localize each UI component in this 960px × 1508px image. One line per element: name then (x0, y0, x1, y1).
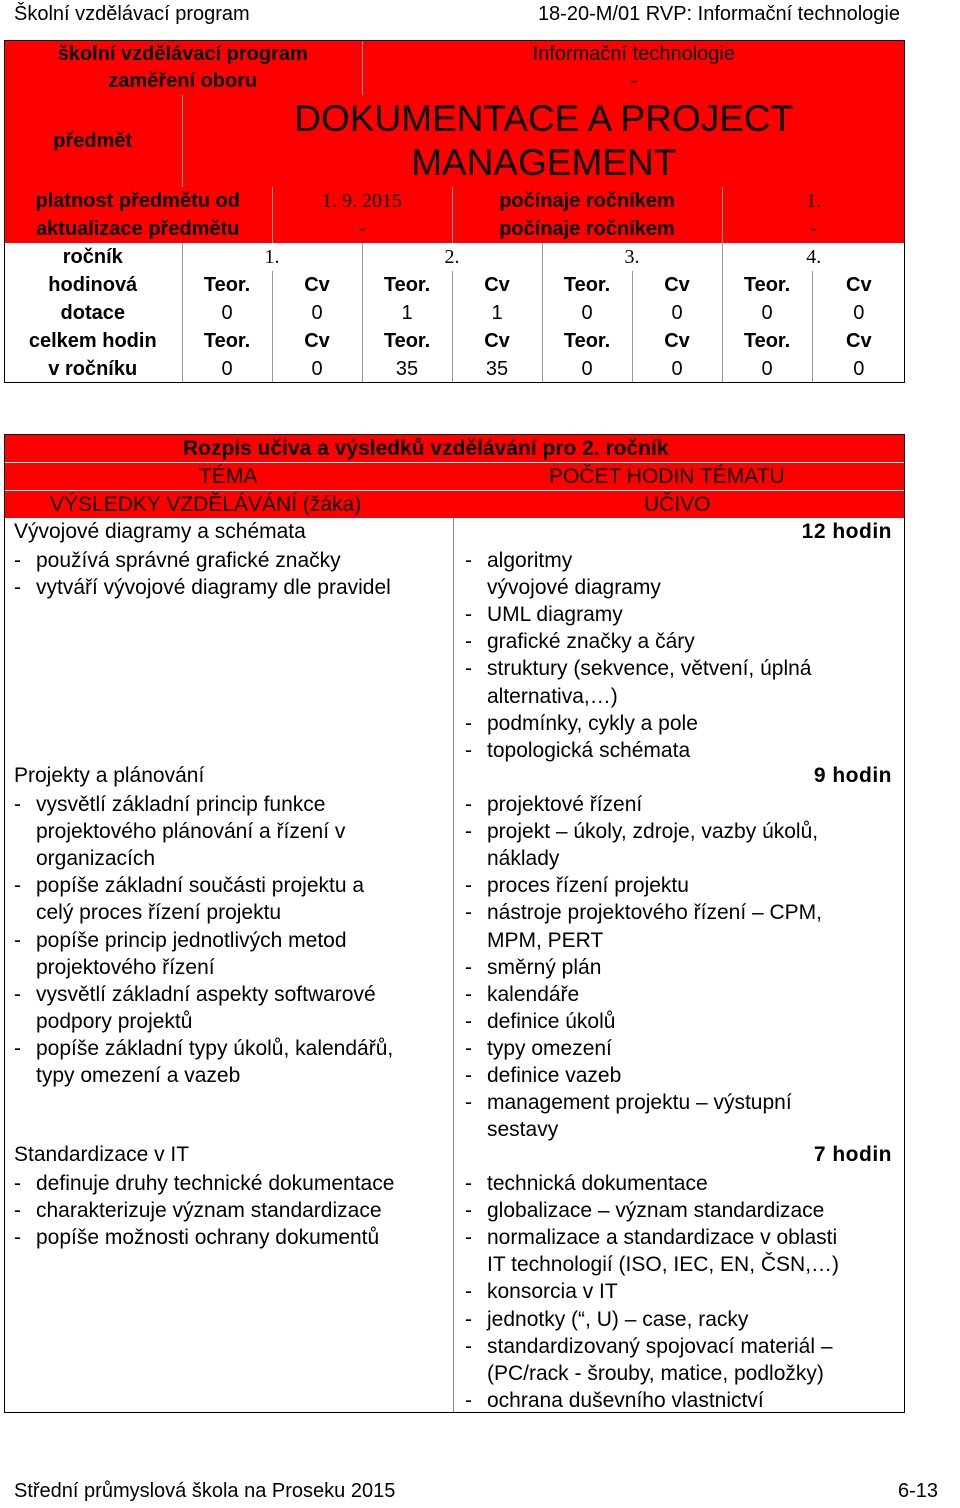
bullet-dash: - (465, 955, 472, 979)
bullet-dash: - (465, 1172, 472, 1195)
result-text: popíše možnosti ochrany dokumentů (36, 1226, 380, 1250)
weekly-value: 1 (452, 299, 542, 327)
result-text: popíše základní typy úkolů, kalendářů, (36, 1036, 394, 1060)
content-text: grafické značky a čáry (487, 630, 695, 654)
plan-title: Rozpis učiva a výsledků vzdělávání pro 2. ročník (183, 437, 669, 460)
bullet-dash: - (465, 1199, 472, 1223)
col-head: Cv (812, 271, 905, 299)
col-head: Teor. (182, 327, 272, 355)
valid-value: 1. 9. 2015 (272, 187, 452, 215)
total-value: 35 (362, 355, 452, 383)
content-text: topologická schémata (487, 738, 691, 762)
bullet-dash: - (465, 657, 472, 681)
hours-head: POČET HODIN TÉMATU (549, 465, 785, 488)
footer-left: Střední průmyslová škola na Proseku 2015 (14, 1480, 396, 1502)
section-title: Standardizace v IT (14, 1143, 190, 1166)
col-head: Cv (452, 327, 542, 355)
bullet-dash: - (14, 874, 21, 898)
content-text: podmínky, cykly a pole (487, 711, 698, 735)
bullet-dash: - (465, 1226, 472, 1250)
bullet-dash: - (14, 1036, 21, 1060)
content-text: vývojové diagramy (487, 576, 661, 600)
bullet-dash: - (465, 630, 472, 654)
bullet-dash: - (465, 874, 472, 898)
plan-subhead-bar (4, 491, 905, 518)
bullet-dash: - (465, 603, 472, 627)
bullet-dash: - (14, 1226, 21, 1250)
col-head: Teor. (542, 327, 632, 355)
result-text: popíše základní součásti projektu a (36, 874, 365, 898)
content-text: proces řízení projektu (487, 874, 689, 898)
result-text: používá správné grafické značky (36, 549, 341, 572)
result-text: vytváří vývojové diagramy dle pravidel (36, 576, 391, 600)
col-head: Teor. (362, 271, 452, 299)
bullet-dash: - (465, 1064, 472, 1087)
content-text: jednotky (“, U) – case, racky (487, 1307, 749, 1331)
col-head: Teor. (722, 271, 812, 299)
content-text: globalizace – význam standardizace (487, 1199, 825, 1223)
total-value: 0 (722, 355, 812, 383)
total-value: 0 (632, 355, 722, 383)
content-text: sestavy (487, 1118, 559, 1142)
total-value: 35 (452, 355, 542, 383)
bullet-dash: - (14, 576, 21, 600)
content-text: nástroje projektového řízení – CPM, (487, 901, 822, 925)
update-label: aktualizace předmětu (4, 215, 272, 243)
content-text: projektové řízení (487, 793, 643, 816)
subject-value: DOKUMENTACE A PROJECT MANAGEMENT (182, 95, 905, 187)
year-1: 1. (182, 243, 362, 271)
weekly-value: 0 (542, 299, 632, 327)
bullet-dash: - (14, 793, 21, 816)
content-text: kalendáře (487, 982, 580, 1006)
content-text: ochrana duševního vlastnictví (487, 1388, 764, 1412)
col-head: Cv (272, 271, 362, 299)
total-value: 0 (182, 355, 272, 383)
section-title: Projekty a plánování (14, 764, 205, 787)
col-head: Teor. (542, 271, 632, 299)
year-label: ročník (62, 245, 123, 268)
total-label: celkem hodin (28, 329, 157, 352)
result-text: projektového plánování a řízení v (36, 820, 346, 844)
section-hours: 9 hodin (813, 764, 892, 787)
weekly-value: 0 (812, 299, 905, 327)
subject-info-table (4, 40, 905, 383)
topic-head: TÉMA (199, 465, 258, 488)
col-head: Cv (632, 327, 722, 355)
header-right: 18-20-M/01 RVP: Informační technologie (537, 3, 900, 25)
content-text: konsorcia v IT (487, 1280, 618, 1304)
plan-head-bar (4, 463, 905, 490)
hours-label-2: dotace (60, 301, 125, 324)
bullet-dash: - (465, 1388, 472, 1412)
col-head: Teor. (362, 327, 452, 355)
column-divider (453, 518, 454, 1412)
result-text: projektového řízení (36, 955, 215, 979)
program-value: Informační technologie (362, 40, 905, 68)
content-text: IT technologií (ISO, IEC, EN, ČSN,…) (487, 1253, 840, 1277)
valid-label: platnost předmětu od (4, 187, 272, 215)
content-head: UČIVO (644, 493, 711, 516)
section-title: Vývojové diagramy a schémata (14, 520, 306, 543)
weekly-value: 1 (362, 299, 452, 327)
total-value: 0 (272, 355, 362, 383)
section-hours: 7 hodin (813, 1143, 892, 1166)
content-text: definice úkolů (487, 1009, 616, 1033)
result-text: podpory projektů (36, 1009, 193, 1033)
update-year-value: - (722, 215, 905, 243)
bullet-dash: - (14, 928, 21, 952)
col-head: Cv (272, 327, 362, 355)
update-value: - (272, 215, 452, 243)
content-text: technická dokumentace (487, 1172, 708, 1195)
content-text: náklady (487, 847, 560, 871)
bullet-dash: - (465, 1280, 472, 1304)
col-head: Cv (632, 271, 722, 299)
total-value: 0 (542, 355, 632, 383)
page-header (14, 3, 900, 26)
content-text: definice vazeb (487, 1064, 622, 1087)
program-label: školní vzdělávací program (4, 40, 362, 68)
bullet-dash: - (14, 1172, 21, 1195)
update-year-label: počínaje ročníkem (452, 215, 722, 243)
total-label-2: v ročníku (48, 357, 138, 380)
content-text: algoritmy (487, 549, 573, 572)
result-text: vysvětlí základní aspekty softwarové (36, 982, 376, 1006)
bullet-dash: - (14, 982, 21, 1006)
bullet-dash: - (465, 982, 472, 1006)
from-year-label: počínaje ročníkem (452, 187, 722, 215)
bullet-dash: - (465, 1036, 472, 1060)
col-head: Teor. (722, 327, 812, 355)
bullet-dash: - (465, 738, 472, 762)
bullet-dash: - (465, 711, 472, 735)
bullet-dash: - (14, 1199, 21, 1223)
bullet-dash: - (465, 793, 472, 816)
bullet-dash: - (465, 1334, 472, 1358)
year-2: 2. (362, 243, 542, 271)
content-text: struktury (sekvence, větvení, úplná (487, 657, 812, 681)
content-text: směrný plán (487, 955, 602, 979)
result-text: typy omezení a vazeb (36, 1064, 241, 1087)
bullet-dash: - (465, 1009, 472, 1033)
bullet-dash: - (465, 820, 472, 844)
result-text: popíše princip jednotlivých metod (36, 928, 347, 952)
focus-value: - (362, 68, 905, 95)
col-head: Teor. (182, 271, 272, 299)
col-head: Cv (452, 271, 542, 299)
page-footer (14, 1480, 938, 1503)
weekly-value: 0 (722, 299, 812, 327)
year-4: 4. (722, 243, 905, 271)
content-text: UML diagramy (487, 603, 623, 627)
result-text: charakterizuje význam standardizace (36, 1199, 382, 1223)
bullet-dash: - (465, 1307, 472, 1331)
weekly-value: 0 (182, 299, 272, 327)
content-text: standardizovaný spojovací materiál – (487, 1334, 833, 1358)
results-head: VÝSLEDKY VZDĚLÁVÁNÍ (žáka) (50, 493, 362, 516)
result-text: vysvětlí základní princip funkce (36, 793, 326, 816)
content-text: management projektu – výstupní (487, 1091, 792, 1115)
content-text: projekt – úkoly, zdroje, vazby úkolů, (487, 820, 819, 844)
result-text: definuje druhy technické dokumentace (36, 1172, 395, 1195)
bullet-dash: - (465, 901, 472, 925)
bullet-dash: - (465, 1091, 472, 1115)
footer-right: 6-13 (897, 1480, 938, 1502)
plan-title-bar (4, 435, 905, 462)
content-text: MPM, PERT (487, 928, 604, 952)
year-3: 3. (542, 243, 722, 271)
total-value: 0 (812, 355, 905, 383)
result-text: celý proces řízení projektu (36, 901, 282, 925)
content-text: normalizace a standardizace v oblasti (487, 1226, 838, 1250)
weekly-value: 0 (632, 299, 722, 327)
from-year-value: 1. (722, 187, 905, 215)
bullet-dash: - (465, 549, 472, 572)
content-text: alternativa,…) (487, 684, 618, 708)
bullet-dash: - (14, 549, 21, 572)
hours-label: hodinová (48, 273, 138, 296)
col-head: Cv (812, 327, 905, 355)
section-hours: 12 hodin (801, 520, 892, 543)
result-text: organizacích (36, 847, 156, 871)
header-left: Školní vzdělávací program (14, 3, 250, 25)
content-text: typy omezení (487, 1036, 612, 1060)
focus-label: zaměření oboru (4, 68, 362, 95)
subject-label: předmět (4, 95, 182, 187)
weekly-value: 0 (272, 299, 362, 327)
content-text: (PC/rack - šrouby, matice, podložky) (487, 1361, 824, 1385)
